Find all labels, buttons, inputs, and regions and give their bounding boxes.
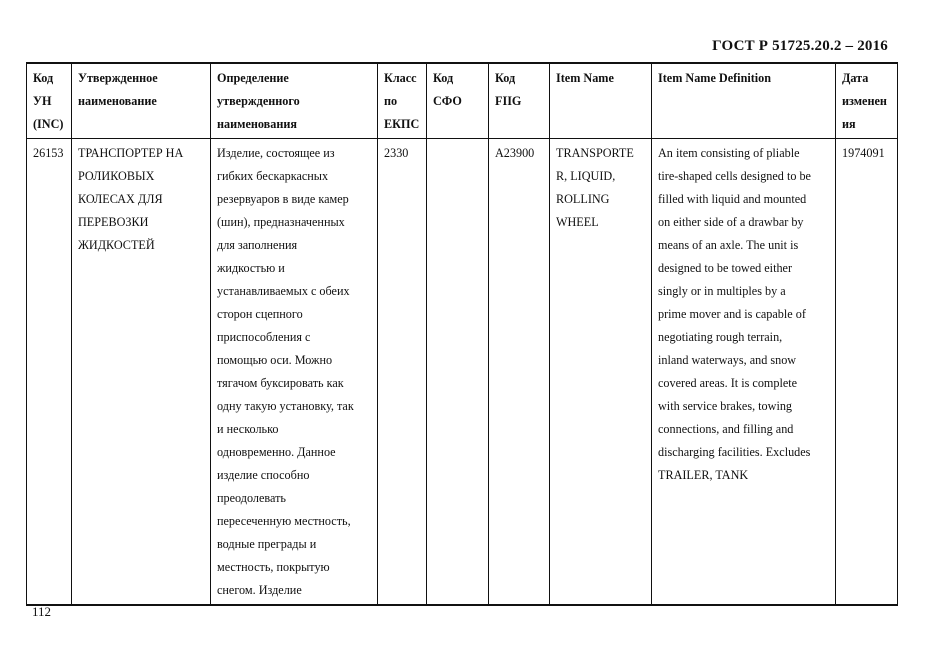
- cell-code-inc: 26153: [27, 139, 72, 606]
- cell-name-definition-ru: Изделие, состоящее из гибких бескаркасных резервуаров в виде камер (шин), предназначенных для заполнения жидкостью и устанавливаемых с обеих сторон сцепного приспособления с помощью оси. Можно тягачом буксировать как одну такую установку, так и несколько одновременно. Данное изделие способно преодолевать пересеченную местность, водные преграды и местность, покрытую снегом. Изделие: [211, 139, 378, 606]
- cell-class-ekps: 2330: [378, 139, 427, 606]
- header-code-fiig: Код FIIG: [489, 63, 550, 139]
- header-approved-name: Утвержденное наименование: [72, 63, 211, 139]
- page-number: 112: [32, 604, 52, 619]
- classification-table: [26, 62, 898, 606]
- header-change-date: Дата изменен ия: [836, 63, 898, 139]
- header-item-name-definition: Item Name Definition: [652, 63, 836, 139]
- table-row: [27, 139, 898, 606]
- header-name-definition-ru: Определение утвержденного наименования: [211, 63, 378, 139]
- cell-code-sfo: [427, 139, 489, 606]
- document-standard-header: ГОСТ Р 51725.20.2 – 2016: [712, 38, 888, 54]
- cell-code-fiig: A23900: [489, 139, 550, 606]
- header-item-name: Item Name: [550, 63, 652, 139]
- cell-item-name: TRANSPORTE R, LIQUID, ROLLING WHEEL: [550, 139, 652, 606]
- header-code-inc: Код УН (INC): [27, 63, 72, 139]
- cell-approved-name: ТРАНСПОРТЕР НА РОЛИКОВЫХ КОЛЕСАХ ДЛЯ ПЕРЕВОЗКИ ЖИДКОСТЕЙ: [72, 139, 211, 606]
- header-class-ekps: Класс по ЕКПС: [378, 63, 427, 139]
- header-code-sfo: Код СФО: [427, 63, 489, 139]
- cell-change-date: 1974091: [836, 139, 898, 606]
- cell-item-name-definition: An item consisting of pliable tire-shaped cells designed to be filled with liquid and mounted on either side of a drawbar by means of an axle. The unit is designed to be towed either singly or in multiples by a prime mover and is capable of negotiating rough terrain, inland waterways, and snow covered areas. It is complete with service brakes, towing connections, and filling and discharging facilities. Excludes TRAILER, TANK: [652, 139, 836, 606]
- table-header-row: [27, 63, 898, 139]
